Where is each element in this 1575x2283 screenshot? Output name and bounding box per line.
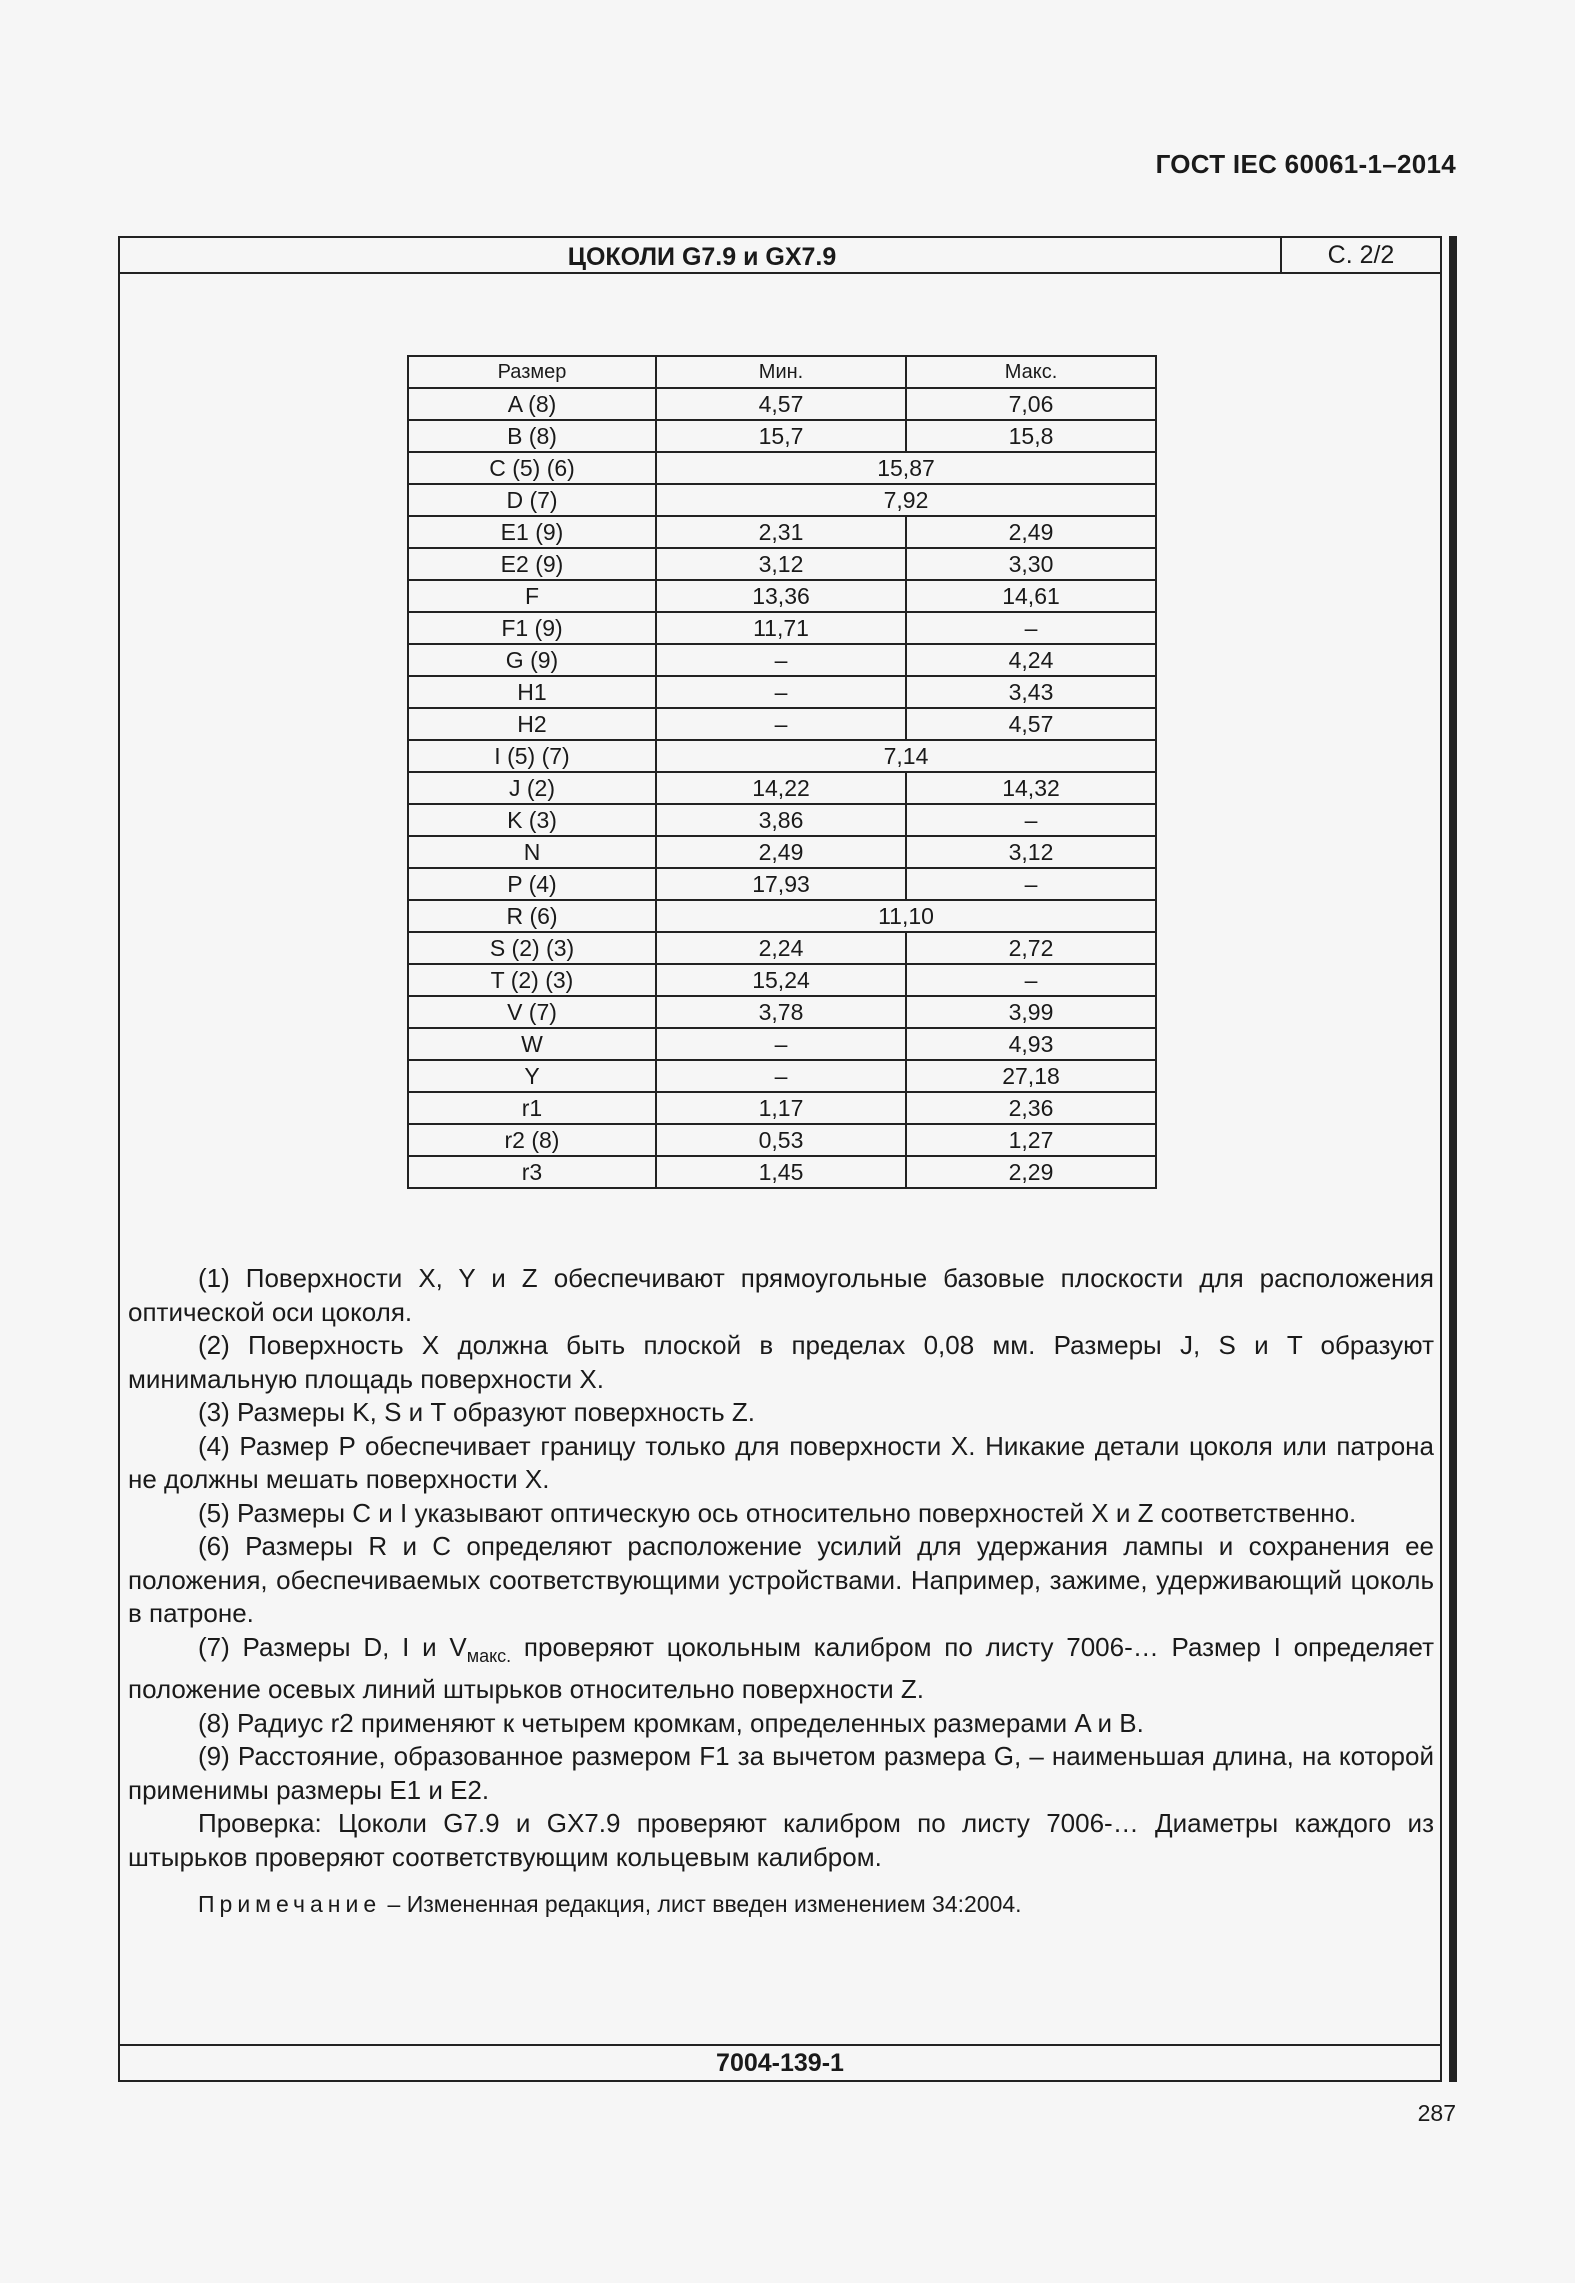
size-cell: B (8) bbox=[408, 420, 656, 452]
size-cell: r3 bbox=[408, 1156, 656, 1188]
min-cell: 0,53 bbox=[656, 1124, 906, 1156]
table-row bbox=[408, 420, 1156, 452]
note-5: (5) Размеры C и I указывают оптическую ось относительно поверхностей X и Z соответственно. bbox=[198, 1497, 1357, 1528]
max-cell: 2,72 bbox=[906, 932, 1156, 964]
note-7-subscript: макс. bbox=[466, 1645, 512, 1666]
min-cell: 17,93 bbox=[656, 868, 906, 900]
max-cell: 3,99 bbox=[906, 996, 1156, 1028]
min-cell: 2,24 bbox=[656, 932, 906, 964]
table-row bbox=[408, 1092, 1156, 1124]
column-header-size: Размер bbox=[408, 356, 656, 388]
value-cell: 11,10 bbox=[656, 900, 1156, 932]
max-cell: 27,18 bbox=[906, 1060, 1156, 1092]
min-cell: 11,71 bbox=[656, 612, 906, 644]
remark-label: Примечание bbox=[198, 1891, 382, 1918]
min-cell: 1,17 bbox=[656, 1092, 906, 1124]
max-cell: 15,8 bbox=[906, 420, 1156, 452]
sheet-title-bar bbox=[120, 238, 1440, 274]
table-row bbox=[408, 484, 1156, 516]
sheet-page: С. 2/2 bbox=[1280, 238, 1440, 272]
table-row bbox=[408, 804, 1156, 836]
table-row bbox=[408, 932, 1156, 964]
value-cell: 7,14 bbox=[656, 740, 1156, 772]
min-cell: 3,78 bbox=[656, 996, 906, 1028]
dimensions-table bbox=[407, 355, 1157, 1189]
min-cell: – bbox=[656, 644, 906, 676]
table-row bbox=[408, 964, 1156, 996]
table-row bbox=[408, 388, 1156, 420]
max-cell: – bbox=[906, 612, 1156, 644]
max-cell: – bbox=[906, 804, 1156, 836]
note-9: (9) Расстояние, образованное размером F1 за вычетом размера G, – наименьшая длина, на которой применимы размеры E1 и E2. bbox=[128, 1741, 1434, 1805]
min-cell: 2,31 bbox=[656, 516, 906, 548]
max-cell: 1,27 bbox=[906, 1124, 1156, 1156]
table-row bbox=[408, 772, 1156, 804]
size-cell: r1 bbox=[408, 1092, 656, 1124]
table-row bbox=[408, 1124, 1156, 1156]
notes-section bbox=[128, 1262, 1434, 1922]
max-cell: 3,30 bbox=[906, 548, 1156, 580]
size-cell: r2 (8) bbox=[408, 1124, 656, 1156]
sheet-frame bbox=[118, 236, 1442, 2082]
size-cell: K (3) bbox=[408, 804, 656, 836]
min-cell: 15,7 bbox=[656, 420, 906, 452]
table-row bbox=[408, 580, 1156, 612]
min-cell: 1,45 bbox=[656, 1156, 906, 1188]
max-cell: 14,61 bbox=[906, 580, 1156, 612]
size-cell: F1 (9) bbox=[408, 612, 656, 644]
max-cell: 14,32 bbox=[906, 772, 1156, 804]
check-note: Проверка: Цоколи G7.9 и GX7.9 проверяют калибром по листу 7006-… Диаметры каждого из штырьков проверяют соответствующим кольцевым калибром. bbox=[128, 1808, 1434, 1872]
note-2: (2) Поверхность X должна быть плоской в пределах 0,08 мм. Размеры J, S и T образуют минимальную площадь поверхности X. bbox=[128, 1330, 1434, 1394]
size-cell: V (7) bbox=[408, 996, 656, 1028]
remark bbox=[128, 1888, 1434, 1922]
table-row bbox=[408, 516, 1156, 548]
size-cell: J (2) bbox=[408, 772, 656, 804]
size-cell: S (2) (3) bbox=[408, 932, 656, 964]
table-row bbox=[408, 708, 1156, 740]
note-7-start: (7) Размеры D, I и V bbox=[198, 1631, 467, 1662]
note-4: (4) Размер P обеспечивает границу только для поверхности X. Никакие детали цоколя или патрона не должны мешать поверхности X. bbox=[128, 1430, 1434, 1494]
min-cell: 3,86 bbox=[656, 804, 906, 836]
table-row bbox=[408, 548, 1156, 580]
max-cell: 2,29 bbox=[906, 1156, 1156, 1188]
table-row bbox=[408, 1060, 1156, 1092]
min-cell: 14,22 bbox=[656, 772, 906, 804]
table-row bbox=[408, 1028, 1156, 1060]
size-cell: Y bbox=[408, 1060, 656, 1092]
max-cell: – bbox=[906, 964, 1156, 996]
min-cell: 3,12 bbox=[656, 548, 906, 580]
size-cell: E1 (9) bbox=[408, 516, 656, 548]
table-row bbox=[408, 836, 1156, 868]
max-cell: 3,43 bbox=[906, 676, 1156, 708]
table-row bbox=[408, 996, 1156, 1028]
size-cell: D (7) bbox=[408, 484, 656, 516]
note-8: (8) Радиус r2 применяют к четырем кромкам, определенных размерами A и B. bbox=[198, 1707, 1144, 1738]
table-row bbox=[408, 1156, 1156, 1188]
min-cell: – bbox=[656, 676, 906, 708]
sheet-title: ЦОКОЛИ G7.9 и GX7.9 bbox=[567, 243, 837, 271]
max-cell: 3,12 bbox=[906, 836, 1156, 868]
size-cell: H2 bbox=[408, 708, 656, 740]
note-1: (1) Поверхности X, Y и Z обеспечивают прямоугольные базовые плоскости для расположения оптической оси цоколя. bbox=[128, 1263, 1434, 1327]
min-cell: 13,36 bbox=[656, 580, 906, 612]
min-cell: – bbox=[656, 1028, 906, 1060]
table-row bbox=[408, 644, 1156, 676]
max-cell: – bbox=[906, 868, 1156, 900]
max-cell: 2,36 bbox=[906, 1092, 1156, 1124]
table-row bbox=[408, 740, 1156, 772]
size-cell: E2 (9) bbox=[408, 548, 656, 580]
size-cell: H1 bbox=[408, 676, 656, 708]
table-body bbox=[408, 388, 1156, 1188]
size-cell: W bbox=[408, 1028, 656, 1060]
min-cell: 4,57 bbox=[656, 388, 906, 420]
max-cell: 7,06 bbox=[906, 388, 1156, 420]
table-row bbox=[408, 452, 1156, 484]
note-7 bbox=[128, 1631, 1434, 1707]
min-cell: 15,24 bbox=[656, 964, 906, 996]
sheet-code: 7004-139-1 bbox=[120, 2044, 1440, 2080]
page-number: 287 bbox=[1417, 2100, 1456, 2126]
size-cell: C (5) (6) bbox=[408, 452, 656, 484]
size-cell: P (4) bbox=[408, 868, 656, 900]
value-cell: 15,87 bbox=[656, 452, 1156, 484]
frame-thick-edge bbox=[1449, 236, 1457, 2082]
table-row bbox=[408, 900, 1156, 932]
size-cell: R (6) bbox=[408, 900, 656, 932]
size-cell: F bbox=[408, 580, 656, 612]
min-cell: – bbox=[656, 1060, 906, 1092]
table-row bbox=[408, 612, 1156, 644]
table-row bbox=[408, 868, 1156, 900]
size-cell: T (2) (3) bbox=[408, 964, 656, 996]
note-6: (6) Размеры R и C определяют расположение усилий для удержания лампы и сохранения ее положения, обеспечиваемых соответствующими устройствами. Например, зажиме, удерживающий цоколь в патроне. bbox=[128, 1531, 1434, 1628]
column-header-max: Макс. bbox=[906, 356, 1156, 388]
table-header-row bbox=[408, 356, 1156, 388]
max-cell: 2,49 bbox=[906, 516, 1156, 548]
min-cell: 2,49 bbox=[656, 836, 906, 868]
min-cell: – bbox=[656, 708, 906, 740]
size-cell: A (8) bbox=[408, 388, 656, 420]
max-cell: 4,93 bbox=[906, 1028, 1156, 1060]
standard-designation: ГОСТ IEC 60061-1–2014 bbox=[1155, 149, 1456, 179]
max-cell: 4,24 bbox=[906, 644, 1156, 676]
size-cell: G (9) bbox=[408, 644, 656, 676]
note-7-end: проверяют цокольным калибром по листу 7006-… Размер I определяет положение осевых линий штырьков относительно поверхности Z. bbox=[128, 1631, 1434, 1705]
size-cell: N bbox=[408, 836, 656, 868]
remark-text: – Измененная редакция, лист введен изменением 34:2004. bbox=[381, 1891, 1022, 1918]
size-cell: I (5) (7) bbox=[408, 740, 656, 772]
note-3: (3) Размеры K, S и T образуют поверхность Z. bbox=[198, 1397, 755, 1427]
value-cell: 7,92 bbox=[656, 484, 1156, 516]
max-cell: 4,57 bbox=[906, 708, 1156, 740]
table-row bbox=[408, 676, 1156, 708]
column-header-min: Мин. bbox=[656, 356, 906, 388]
